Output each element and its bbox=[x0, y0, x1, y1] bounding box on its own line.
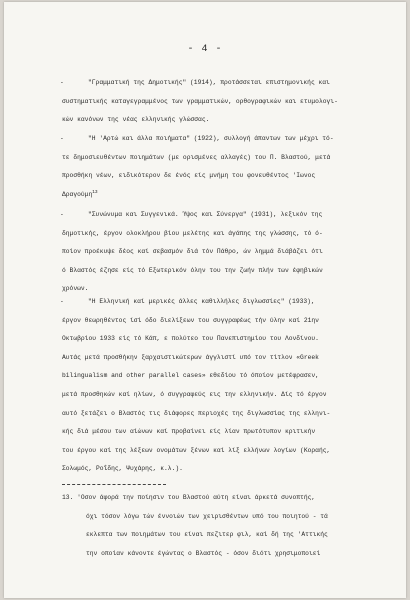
bullet-paragraph-bilingualism bbox=[62, 293, 382, 479]
footnote-line: την οποίαν κάνοντε έγώντας ο Βλαστός - όσον διότι χρησιμοποιεί bbox=[86, 549, 321, 557]
line-text: "Η 'Αρτώ και άλλα ποιήματα" (1922), συλλογή άπαντων των μέχρι τό- bbox=[88, 135, 334, 142]
paragraph-line: κών κανόνων της νέας ελληνικής γλώσσας. bbox=[62, 116, 210, 124]
paragraph-line bbox=[62, 293, 382, 312]
paragraph-line: τε δημοσιευθέντων ποιημάτων (με ορισμένες αλλαγές) του Π. Βλαστού, μετά bbox=[62, 153, 331, 161]
paragraph-line bbox=[62, 130, 382, 149]
paragraph-line: του έργου καί της λέξεων ονομάτων ξένων καί λίξ ελλήνων λογίων (Κοραής, bbox=[62, 446, 331, 454]
document-page bbox=[4, 2, 406, 598]
paragraph-line: κής διά μέσου των αίώνων καί προβαίνει είς λίαν πρωτότυπον κριτικήν bbox=[62, 428, 316, 436]
line-text: "Συνώνυμα και Συγγενικά. Ύψος και Σύνεργα" (1931), λεξικόν της bbox=[88, 211, 323, 218]
bullet-dash: - bbox=[60, 298, 64, 305]
footnote-line: όχι τόσον λόγω τών έννοιών των χειρισθέντων υπό του ποιητού - τά bbox=[86, 512, 328, 520]
line-text: "Η Ελληνική καί μερικές άλλες καθιλλήλες διγλωσσίες" (1933), bbox=[88, 298, 315, 305]
paragraph-line: συστηματικής καταγεγραμμένος των γραμματικών, ορθογραφικών και ετυμολογι- bbox=[62, 97, 338, 105]
paragraph-line: Σολωμός, Ροΐδης, Ψυχάρης, κ.λ.). bbox=[62, 465, 183, 473]
bullet-dash: - bbox=[60, 211, 64, 218]
paragraph-line bbox=[62, 186, 382, 205]
bullet-paragraph-synonyms bbox=[62, 206, 382, 299]
page-number: - 4 - bbox=[187, 44, 223, 55]
bullet-dash: - bbox=[60, 135, 64, 142]
paragraph-line: έργον θεωρηθέντος ίσί όδο διελίξεων του συγγραφέως τήν ύλην καί 21ην bbox=[62, 316, 319, 324]
paragraph-line: μετά προσθηκών καί ηλίων, ό συγγραφεύς εις την ελληνικήν. Δίς τό έργον bbox=[62, 390, 327, 398]
footnote-separator bbox=[62, 484, 166, 485]
paragraph-line bbox=[62, 206, 382, 225]
footnote-line: 13. 'Οσον άφορά την ποίησιν του Βλαστού αύτη είναι άρκετά συνοπτής, bbox=[62, 494, 316, 501]
bullet-paragraph-grammar bbox=[62, 74, 382, 130]
paragraph-line: ποίον προέκυψε δέος καί σεβασμόν διά τόν Πάθρο, ών λημμά διάβάζει ότι bbox=[62, 248, 323, 256]
paragraph-line: χρόνων. bbox=[62, 285, 89, 293]
line-text: Δραγούμη bbox=[62, 190, 93, 198]
paragraph-line: αυτό ξετάζει ο Βλαστός τις διάφορες περιοχές της διγλωσσίας της ελληνι- bbox=[62, 409, 331, 417]
paragraph-line: προσθήκη νέων, ειδικότερον δε ένός είς μνήμη του φονευθέντος 'Ιωνος bbox=[62, 172, 316, 180]
footnote-reference: 13 bbox=[92, 189, 98, 195]
paragraph-line bbox=[62, 74, 382, 93]
paragraph-line: Οκτωβρίου 1933 είς τό Κάπ, ε πολύτεο του Πανεπιστημίου του Λονδίνου. bbox=[62, 335, 319, 343]
line-text: "Γραμματική της Δημοτικής" (1914), προτάσσεται επιστημονικής και bbox=[88, 79, 330, 86]
paragraph-line: Αυτάς μετά προσθήκην ξαρχαιστικώτερων άγγλιστί υπό τον τίτλον «Greek bbox=[62, 353, 319, 361]
paragraph-line: bilingualism and other parallel cases» εθεδίου τό όποίον μετέφρασεν, bbox=[62, 372, 319, 380]
footnote-line: εκλεπτα των ποιημάτων του είναι πεζιτερ φιλ, καί δή της 'Αττικής bbox=[86, 531, 328, 539]
paragraph-line: δημοτικής, έργον ολοκλήρου βίου μελέτης και άγάπης της γλώσσης, τό ό- bbox=[62, 229, 323, 237]
footnote bbox=[62, 489, 392, 563]
bullet-dash: - bbox=[60, 79, 64, 86]
paragraph-line: ό Βλαστός έζησε είς τό Εξωτερικόν όλην του την ζωήν πλήν των έφηβικών bbox=[62, 266, 323, 274]
bullet-paragraph-poems bbox=[62, 130, 382, 204]
